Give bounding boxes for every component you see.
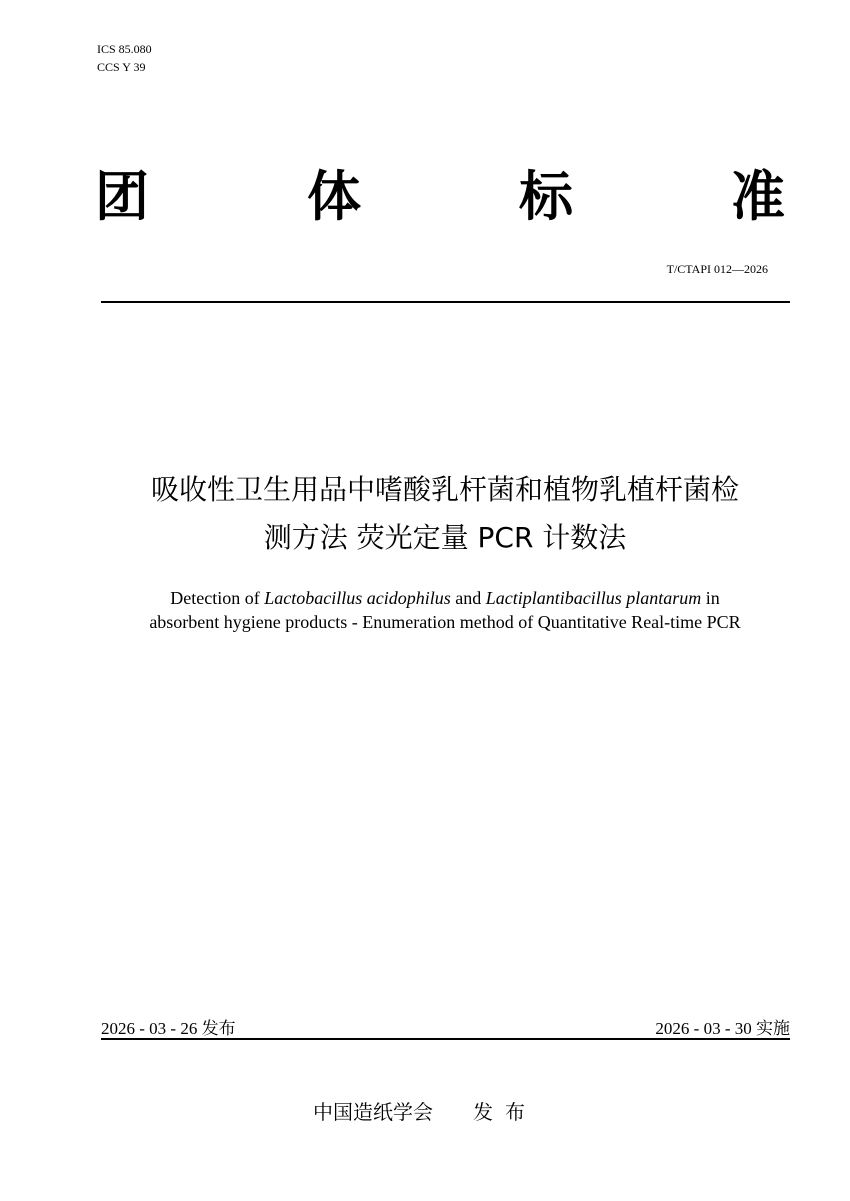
species-name: Lactiplantibacillus plantarum (485, 588, 702, 608)
ccs-code: CCS Y 39 (97, 60, 146, 74)
english-title-line (95, 586, 795, 610)
ics-code: ICS 85.080 (97, 42, 152, 56)
bottom-divider (101, 1038, 790, 1040)
top-divider (101, 301, 790, 303)
species-name: Lactobacillus acidophilus (264, 588, 451, 608)
type-title-char: 准 (731, 165, 785, 228)
implement-date: 2026 - 03 - 30 实施 (655, 1019, 790, 1038)
type-title-char: 标 (519, 165, 573, 228)
issuer (0, 1096, 850, 1125)
chinese-title (95, 466, 795, 562)
standard-number: T/CTAPI 012—2026 (666, 262, 768, 276)
english-title (95, 586, 795, 634)
chinese-title-line: 测方法 荧光定量 PCR 计数法 (263, 521, 627, 554)
english-title-line: absorbent hygiene products - Enumeration method of Quantitative Real-time PCR (149, 612, 741, 632)
english-title-text: in (701, 588, 720, 608)
issuer-name: 中国造纸学会 (313, 1100, 433, 1124)
type-title-char: 团 (95, 165, 149, 228)
english-title-text: Detection of (170, 588, 265, 608)
publish-date: 2026 - 03 - 26 发布 (101, 1019, 236, 1038)
standard-type-title (95, 165, 785, 229)
dates-row (101, 1014, 790, 1040)
chinese-title-line: 吸收性卫生用品中嗜酸乳杆菌和植物乳植杆菌检 (150, 473, 739, 506)
issuer-verb: 发布 (473, 1100, 537, 1124)
classification-codes (97, 40, 152, 76)
english-title-text: and (450, 588, 486, 608)
type-title-char: 体 (307, 165, 361, 228)
